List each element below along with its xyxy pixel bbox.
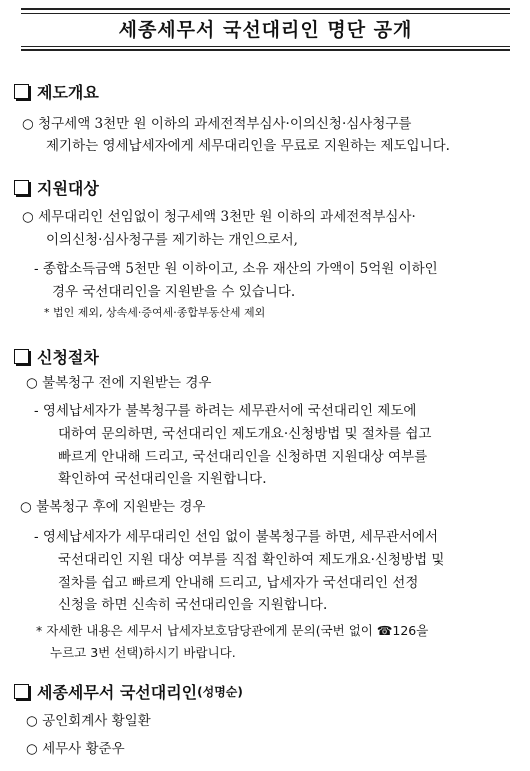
representative-1: ○ 공인회계사 황일환 <box>26 713 151 729</box>
page-title-text: 세종세무서 국선대리인 명단 공개 <box>118 18 413 41</box>
procedure-note-2: 누르고 3번 선택)하시기 바랍니다. <box>50 645 236 660</box>
eligibility-line-1: ○ 세무대리인 선임없이 청구세액 3천만 원 이하의 과세전적부심사· <box>22 209 416 225</box>
page-title <box>21 8 510 47</box>
representative-2: ○ 세무사 황준우 <box>26 741 125 757</box>
procedure-line-2: - 영세납세자가 불복청구를 하려는 세무관서에 국선대리인 제도에 <box>34 403 417 419</box>
eligibility-line-3: - 종합소득금액 5천만 원 이하이고, 소유 재산의 가액이 5억원 이하인 <box>34 261 438 277</box>
eligibility-line-4: 경우 국선대리인을 지원받을 수 있습니다. <box>52 284 296 300</box>
section-heading-text: 제도개요 <box>37 83 99 102</box>
checkbox-square-icon <box>14 349 29 364</box>
section-heading-overview <box>14 80 99 103</box>
overview-line-1: ○ 청구세액 3천만 원 이하의 과세전적부심사·이의신청·심사청구를 <box>22 116 412 132</box>
procedure-line-1: ○ 불복청구 전에 지원받는 경우 <box>26 375 212 391</box>
eligibility-line-2: 이의신청·심사청구를 제기하는 개인으로서, <box>46 232 298 248</box>
section-heading-text: 세종세무서 국선대리인 <box>37 683 198 702</box>
overview-line-2: 제기하는 영세납세자에게 세무대리인을 무료로 지원하는 제도입니다. <box>46 138 450 154</box>
procedure-line-7: - 영세납세자가 세무대리인 선임 없이 불복청구를 하면, 세무관서에서 <box>34 529 439 545</box>
section-heading-representatives <box>14 680 243 703</box>
procedure-note-1: * 자세한 내용은 세무서 납세자보호담당관에게 문의(국번 없이 ☎126을 <box>36 623 429 638</box>
checkbox-square-icon <box>14 84 29 99</box>
procedure-line-3: 대하여 문의하면, 국선대리인 제도개요·신청방법 및 절차를 쉽고 <box>58 426 432 442</box>
procedure-line-9: 절차를 쉽고 빠르게 안내해 드리고, 납세자가 국선대리인 선정 <box>58 575 419 591</box>
section-heading-text: 신청절차 <box>37 348 99 367</box>
procedure-line-6: ○ 불복청구 후에 지원받는 경우 <box>20 499 206 515</box>
section-heading-sort-note: (성명순) <box>197 685 243 699</box>
section-heading-procedure <box>14 345 99 368</box>
procedure-line-4: 빠르게 안내해 드리고, 국선대리인을 신청하면 지원대상 여부를 <box>58 449 428 465</box>
section-heading-eligibility <box>14 176 99 199</box>
eligibility-note: * 법인 제외, 상속세·증여세·종합부동산세 제외 <box>44 306 266 319</box>
procedure-line-8: 국선대리인 지원 대상 여부를 직접 확인하여 제도개요·신청방법 및 <box>58 552 445 568</box>
checkbox-square-icon <box>14 684 29 699</box>
checkbox-square-icon <box>14 180 29 195</box>
section-heading-text: 지원대상 <box>37 179 99 198</box>
procedure-line-5: 확인하여 국선대리인을 지원합니다. <box>58 471 267 487</box>
procedure-line-10: 신청을 하면 신속히 국선대리인을 지원합니다. <box>58 597 328 613</box>
